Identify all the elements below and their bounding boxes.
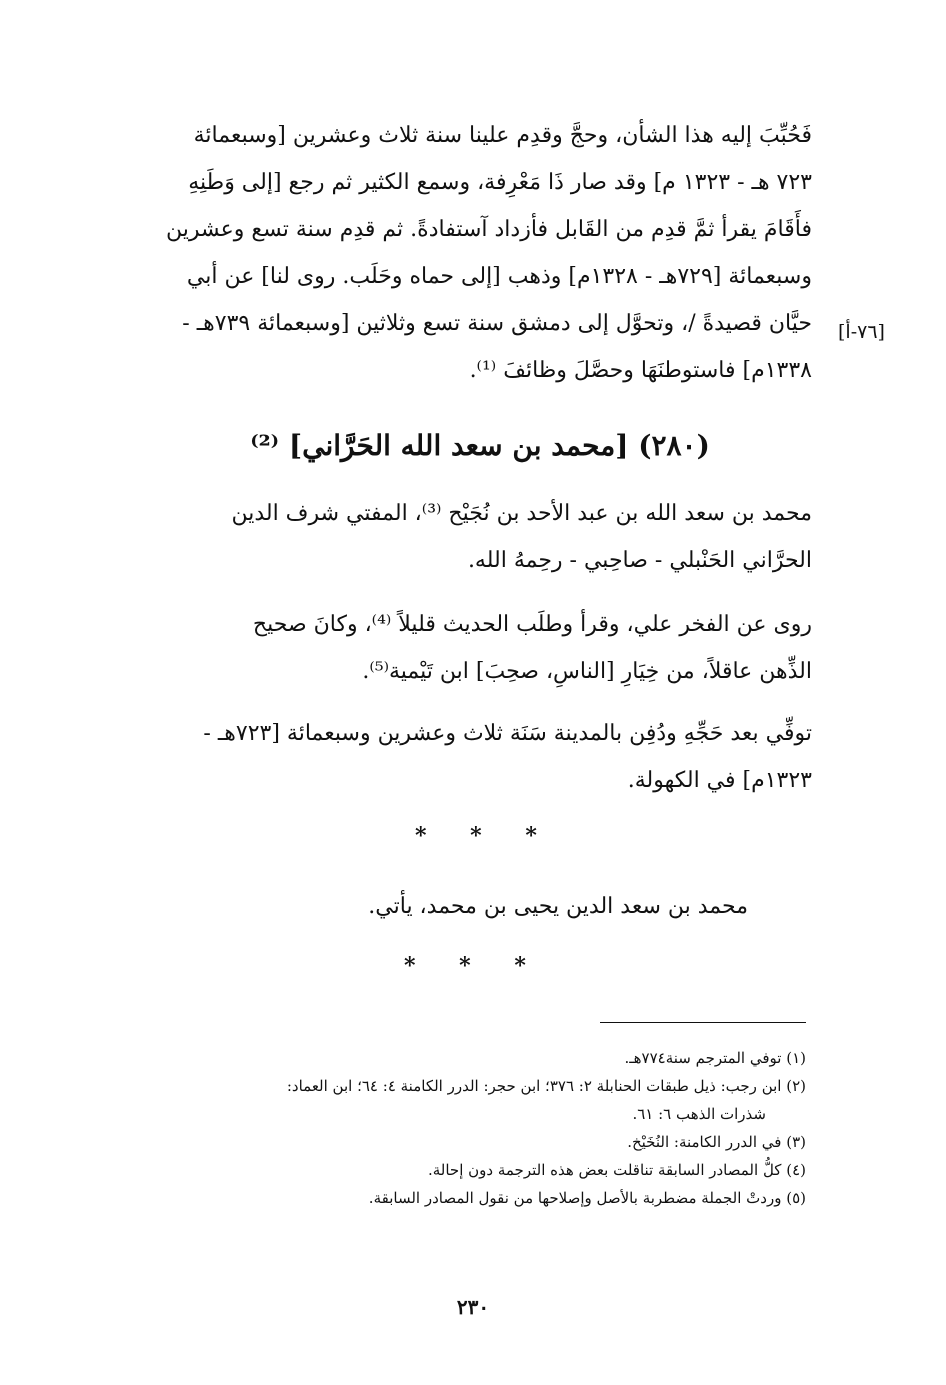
text-line: حيَّان قصيدةً /، وتحوَّل إلى دمشق سنة تسع وثلاثين [وسبعمائة ٧٣٩هـ - [182,311,812,336]
separator-stars: * * * [415,823,555,849]
footnotes [120,1044,806,1212]
entry-279-continuation [128,112,812,394]
text-line: توفِّي بعد حَجِّهِ ودُفِن بالمدينة سَنَة ثلاث وعشرين وسبعمائة [٧٢٣هـ - [203,721,812,746]
footnote: شذرات الذهب ٦: ٦١. [632,1105,766,1123]
text-line: الذِّهن عاقلاً، من خِيَارِ [الناسِ، صحِبَ] ابن تَيْمية⁽⁵⁾. [362,659,812,684]
text-line: ١٣٣٨م] فاستوطنَهَا وحصَّلَ وظائفَ ⁽¹⁾. [469,358,812,383]
manuscript-folio-ref: [٧٦-أ] [838,321,885,343]
footnote: (٢) ابن رجب: ذيل طبقات الحنابلة ٢: ٣٧٦؛ ابن حجر: الدرر الكامنة ٤: ٦٤؛ ابن العماد: [286,1077,806,1095]
entry-280-heading: (٢٨٠) [محمد بن سعد الله الحَرَّاني] ⁽²⁾ [250,429,710,462]
footnote: (٣) في الدرر الكامنة: النُخَيْخ. [627,1133,806,1151]
footnote: (١) توفي المترجم سنة٧٧٤هـ. [624,1049,806,1067]
footnote: (٤) كلُّ المصادر السابقة تناقلت بعض هذه الترجمة دون إحالة. [427,1161,806,1179]
footnote-divider [600,1022,806,1023]
entry-280-paragraph-1 [128,490,812,584]
text-line: محمد بن سعد الله بن عبد الأحد بن نُجَيْح ⁽³⁾، المفتي شرف الدين [231,501,812,526]
footnote: (٥) وردتْ الجملة مضطربة بالأصل وإصلاحها من نقول المصادر السابقة. [368,1189,806,1207]
text-line: ٧٢٣ هـ - ١٣٢٣ م] وقد صار ذَا مَعْرِفة، وسمع الكثير ثم رجع [إلى وَطَنِهِ [188,170,812,195]
entry-280-paragraph-2 [128,601,812,695]
text-line: محمد بن سعد الدين يحيى بن محمد، يأتي. [368,894,748,919]
text-line: الحرَّاني الحَنْبلي - صاحِبي - رحِمهُ الله. [467,548,812,573]
text-line: وسبعمائة [٧٢٩هـ - ١٣٢٨م] وذهب [إلى حماه وحَلَب. روى لنا] عن أبي [186,264,812,289]
text-line: ١٣٢٣م] في الكهولة. [627,768,812,793]
entry-280-paragraph-3 [128,710,812,804]
page-number: ٢٣٠ [456,1295,490,1319]
separator-stars: * * * [404,953,544,979]
cross-reference [128,883,812,930]
text-line: فَحُبِّبَ إليه هذا الشأن، وحجَّ وقدِم علينا سنة ثلاث وعشرين [وسبعمائة [193,123,812,148]
text-line: فأَقَامَ يقرأ ثمَّ قدِم من القَابل فأزداد آستفادةً. ثم قدِم سنة تسع وعشرين [166,217,812,242]
text-line: روى عن الفخر علي، وقرأ وطلَب الحديث قليلاً ⁽⁴⁾، وكانَ صحيح [252,612,812,637]
